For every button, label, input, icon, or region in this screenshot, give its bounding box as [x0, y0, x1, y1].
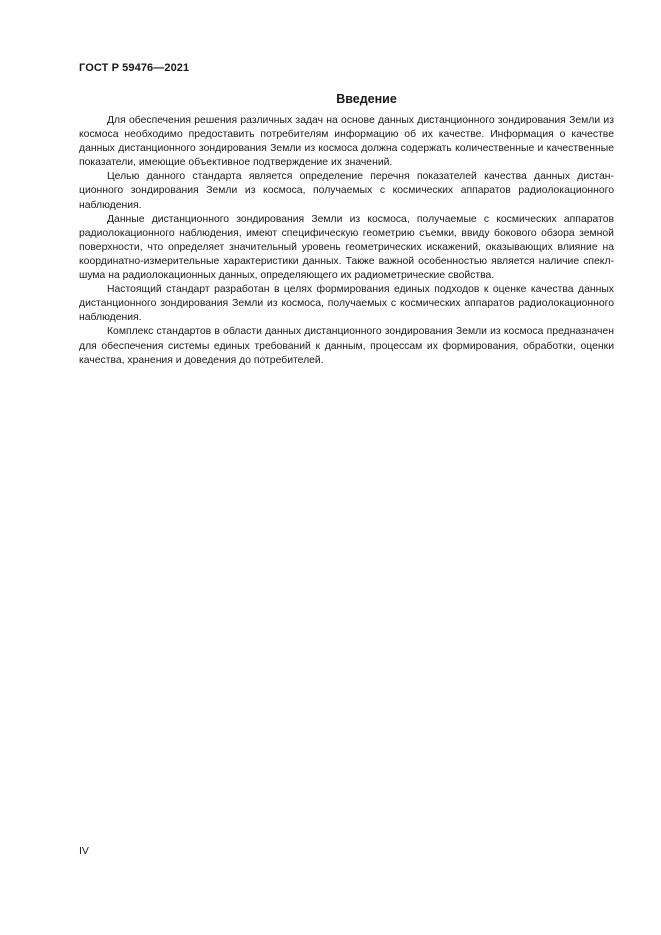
paragraph-4: Настоящий стандарт разработан в целях формирования единых подходов к оценке качества данных дистанционного зондирования Земли из космоса, получаемых с космических аппаратов радиолокационного наблюдения.	[79, 284, 614, 324]
paragraph-3: Данные дистанционного зондирования Земли из космоса, получаемые с космических аппаратов радиолокационного наблюдения, имеют специфическую геометрию съемки, ввиду бокового обзора земной поверхности, что определяет значительный уровень геометрических искажений, оказывающих влияние на координатно-измерительные характеристики данных. Также важной особенностью является наличие спекл-шума на радиолокационных данных, определяющего их радиометрические свойства.	[79, 213, 614, 282]
paragraph-5: Комплекс стандартов в области данных дистанционного зондирования Земли из космоса предназначен для обеспечения системы единых требований к данным, процессам их формирования, обработки, оценки качества, хранения и доведения до потребителей.	[79, 326, 614, 366]
paragraph-1: Для обеспечения решения различных задач на основе данных дистанционного зондирования Земли из космоса необходимо предоставить потребителям информацию об их качестве. Информация о качестве данных дистанционного зондирования Земли из космоса должна содержать количественные и качественные показатели, имеющие объективное подтверждение их значений.	[79, 115, 614, 169]
introduction-body	[79, 114, 614, 368]
section-title: Введение	[336, 92, 397, 106]
paragraph-2: Целью данного стандарта является определение перечня показателей качества данных дистанционного зондирования Земли из космоса, получаемых с космических аппаратов радиолокационного наблюдения.	[79, 171, 614, 211]
standard-id-header: ГОСТ Р 59476—2021	[79, 62, 190, 74]
page-number: IV	[79, 845, 89, 857]
